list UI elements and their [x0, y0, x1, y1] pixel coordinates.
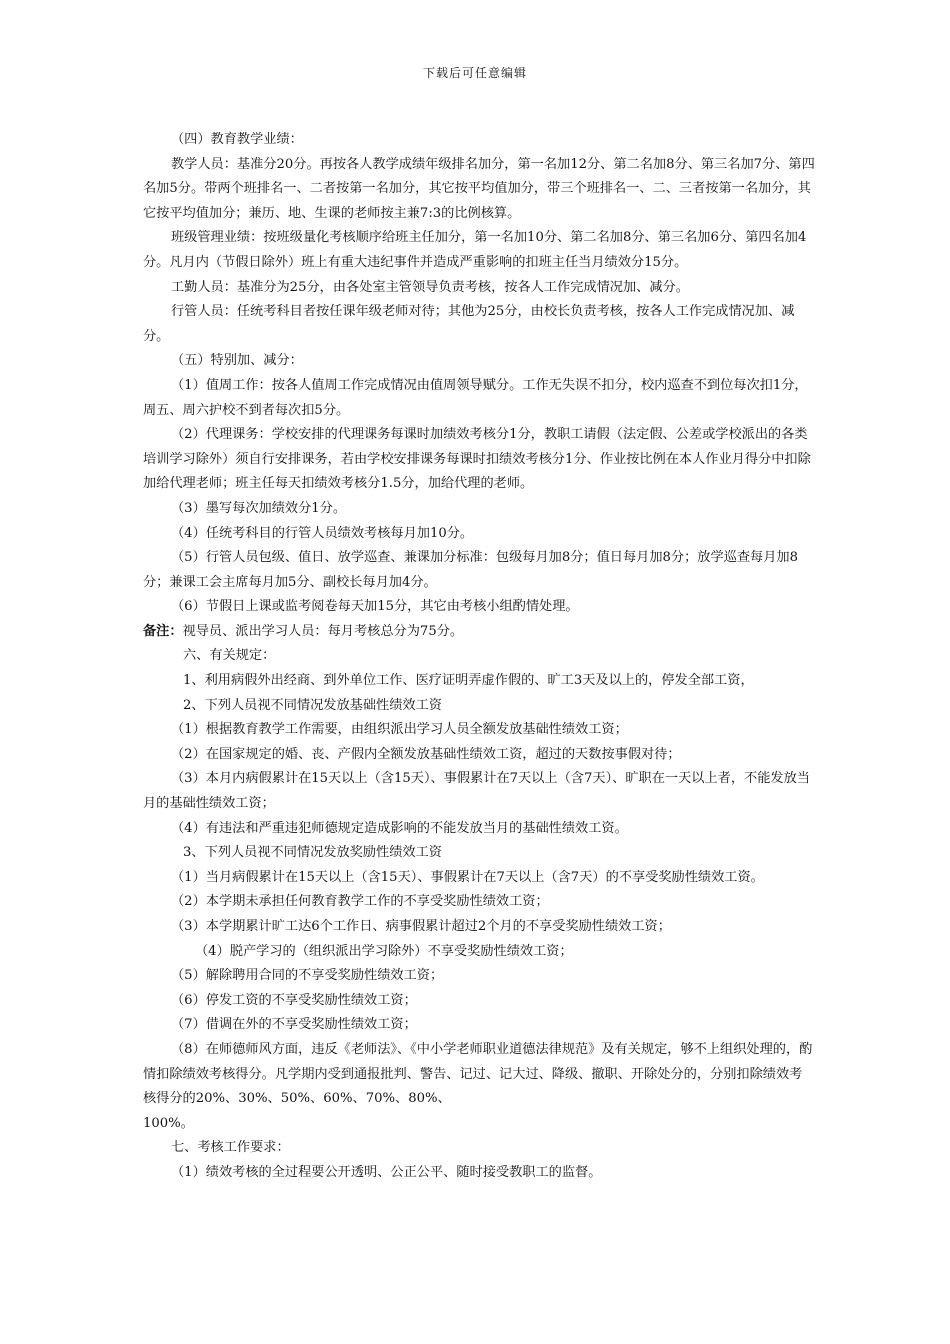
paragraph: （3）墨写每次加绩效分1分。 — [171, 500, 347, 516]
paragraph: （1）根据教育教学工作需要，由组织派出学习人员全额发放基础性绩效工资； — [171, 722, 628, 738]
section-heading: （四）教育教学业绩： — [171, 132, 303, 147]
note-text: 视导员、派出学习人员：每月考核总分为75分。 — [182, 623, 464, 639]
paragraph: （2）在国家规定的婚、丧、产假内全额发放基础性绩效工资，超过的天数按事假对待； — [171, 746, 681, 762]
paragraph: （8）在师德师风方面，违反《老师法》、《中小学老师职业道德法律规范》及有关规定，够不上组织处理的，酌情扣除绩效考核得分。凡学期内受到通报批判、警告、记过、记大过、降级、撤职、开除处分的，分别扣除绩效考核得分的20%、30%、50%、60%、70%、80%、 — [143, 1041, 813, 1107]
paragraph: 教学人员：基准分20分。再按各人教学成绩年级排名加分，第一名加12分、第二名加8分、第三名加7分、第四名加5分。带两个班排名一、二者按第一名加分，其它按平均值加分，带三个班排名一、二、三者按第一名加分，其它按平均值加分；兼历、地、生课的老师按主兼7:3的比例核算。 — [143, 156, 815, 221]
paragraph: （7）借调在外的不享受奖励性绩效工资； — [171, 1017, 417, 1033]
paragraph: （1）绩效考核的全过程要公开透明、公正公平、随时接受教职工的监督。 — [171, 1164, 602, 1180]
section-heading: 七、考核工作要求： — [171, 1140, 290, 1156]
document-body — [143, 128, 815, 1186]
paragraph: 2、下列人员视不同情况发放基础性绩效工资 — [183, 697, 442, 713]
paragraph: 班级管理业绩：按班级量化考核顺序给班主任加分，第一名加10分、第二名加8分、第三名加6分、第四名加4分。凡月内（节假日除外）班上有重大违纪事件并造成严重影响的扣班主任当月绩效分15分。 — [143, 230, 807, 270]
paragraph: （2）本学期未承担任何教育教学工作的不享受奖励性绩效工资； — [171, 894, 549, 910]
paragraph: （3）本学期累计旷工达6个工作日、病事假累计超过2个月的不享受奖励性绩效工资； — [171, 919, 671, 934]
paragraph: （6）节假日上课或监考阅卷每天加15分，其它由考核小组酌情处理。 — [171, 599, 579, 615]
paragraph: （1）值周工作：按各人值周工作完成情况由值周领导赋分。工作无失误不扣分，校内巡查不到位每次扣1分，周五、周六护校不到者每次扣5分。 — [143, 377, 808, 418]
note-paragraph — [143, 620, 815, 645]
paragraph: 100%。 — [143, 1115, 194, 1131]
section-heading: 六、有关规定： — [183, 648, 276, 664]
paragraph: （4）有违法和严重违犯师德规定造成影响的不能发放当月的基础性绩效工资。 — [171, 820, 628, 836]
paragraph: （2）代理课务：学校安排的代理课务每课时加绩效考核分1分，教职工请假（法定假、公差或学校派出的各类培训学习除外）须自行安排课务，若由学校安排课务每课时扣绩效考核分1分、作业按比例在本人作业月得分中扣除加给代理老师；班主任每天扣绩效考核分1.5分，加给代理的老师。 — [143, 427, 811, 492]
paragraph: （5）行管人员包级、值日、放学巡查、兼课加分标准：包级每月加8分；值日每月加8分；放学巡查每月加8分；兼课工会主席每月加5分、副校长每月加4分。 — [143, 550, 798, 590]
paragraph: （1）当月病假累计在15天以上（含15天）、事假累计在7天以上（含7天）的不享受奖励性绩效工资。 — [171, 869, 764, 885]
paragraph: 行管人员：任统考科目者按任课年级老师对待；其他为25分，由校长负责考核，按各人工作完成情况加、减分。 — [143, 304, 795, 344]
paragraph: （4）脱产学习的（组织派出学习除外）不享受奖励性绩效工资； — [195, 943, 573, 959]
page-header: 下载后可任意编辑 — [422, 66, 527, 80]
paragraph: 3、下列人员视不同情况发放奖励性绩效工资 — [183, 845, 442, 861]
section-heading: （五）特别加、减分： — [171, 353, 303, 369]
paragraph: 1、利用病假外出经商、到外单位工作、医疗证明弄虚作假的、旷工3天及以上的，停发全部工资， — [183, 673, 754, 689]
paragraph: 工勤人员：基准分为25分，由各处室主管领导负责考核，按各人工作完成情况加、减分。 — [171, 279, 689, 295]
paragraph: （4）任统考科目的行管人员绩效考核每月加10分。 — [171, 525, 474, 541]
paragraph: （3）本月内病假累计在15天以上（含15天）、事假累计在7天以上（含7天）、旷职在一天以上者，不能发放当月的基础性绩效工资； — [143, 771, 810, 812]
paragraph: （6）停发工资的不享受奖励性绩效工资； — [171, 992, 417, 1008]
paragraph: （5）解除聘用合同的不享受奖励性绩效工资； — [171, 968, 444, 984]
note-label: 备注： — [143, 623, 183, 639]
